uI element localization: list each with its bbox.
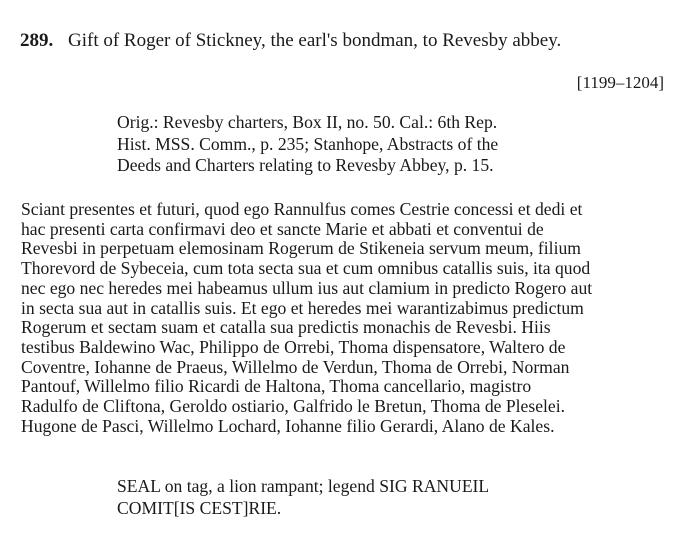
charter-text-line: Coventre, Iohanne de Praeus, Willelmo de Verdun, Thoma de Orrebi, Norman (21, 356, 570, 377)
charter-text-line: nec ego nec heredes mei habeamus ullum ius aut clamium in predicto Rogero aut (21, 277, 593, 298)
seal-description (117, 475, 489, 519)
charter-date: [1199–1204] (576, 73, 664, 92)
charter-text-line: hac presenti carta confirmavi deo et sancte Marie et abbati et conventui de (21, 218, 544, 239)
charter-heading (20, 30, 561, 52)
charter-text-line: in secta sua aut in catallis suis. Et ego et heredes mei warantizabimus predictum (21, 297, 584, 318)
source-reference (117, 112, 597, 177)
source-line: Orig.: Revesby charters, Box II, no. 50. Cal.: 6th Rep. (117, 112, 498, 132)
source-line: Deeds and Charters relating to Revesby Abbey, p. 15. (117, 155, 494, 175)
charter-text-line: Sciant presentes et futuri, quod ego Rannulfus comes Cestrie concessi et dedi et (21, 199, 583, 219)
charter-text-line: Hugone de Pasci, Willelmo Lochard, Iohanne filio Gerardi, Alano de Kales. (21, 415, 555, 436)
charter-text-line: testibus Baldewino Wac, Philippo de Orrebi, Thoma dispensatore, Waltero de (21, 336, 566, 357)
seal-line: COMIT[IS CEST]RIE. (117, 498, 282, 518)
charter-text-line: Pantouf, Willelmo filio Ricardi de Haltona, Thoma cancellario, magistro (21, 376, 532, 397)
source-line: Hist. MSS. Comm., p. 235; Stanhope, Abstracts of the (117, 133, 499, 154)
charter-text-line: Radulfo de Cliftona, Geroldo ostiario, Galfrido le Bretun, Thoma de Pleselei. (21, 396, 565, 417)
seal-line: SEAL on tag, a lion rampant; legend SIG RANUEIL (117, 476, 490, 496)
charter-text (21, 200, 592, 436)
charter-title: Gift of Roger of Stickney, the earl's bondman, to Revesby abbey. (68, 30, 562, 51)
charter-text-line: Revesbi in perpetuam elemosinam Rogerum de Stikeneia servum meum, filium (21, 238, 581, 259)
charter-text-line: Thorevord de Sybeceia, cum tota secta sua et cum omnibus catallis suis, ita quod (21, 258, 591, 279)
charter-text-line: Rogerum et sectam suam et catalla sua predictis monachis de Revesbi. Hiis (21, 317, 551, 338)
charter-number: 289. (20, 30, 54, 51)
